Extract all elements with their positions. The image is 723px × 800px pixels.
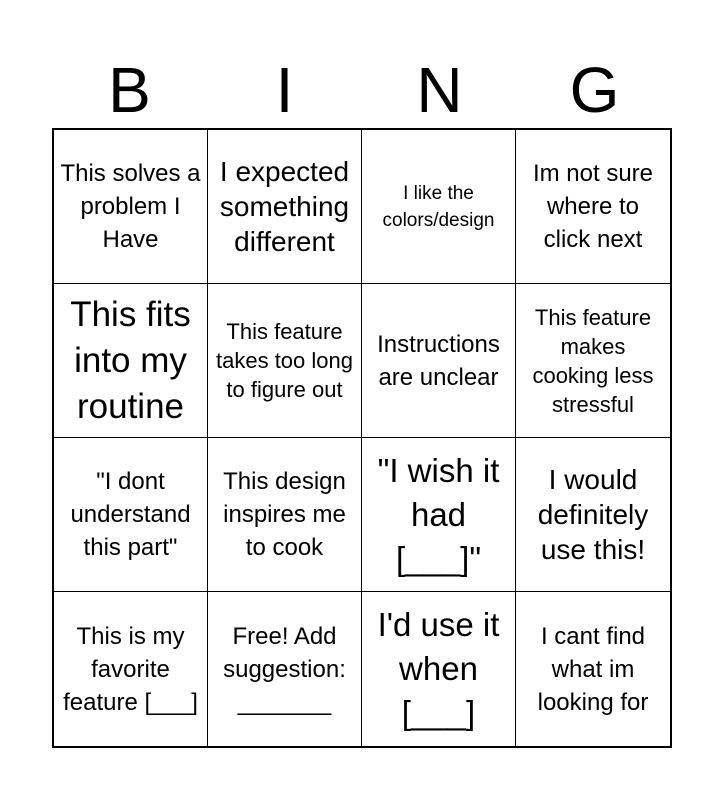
cell-text: This is my favorite feature [___] [63,622,198,716]
cell-text: I cant find what im looking for [537,622,649,716]
cell-text: Free! Add suggestion: _______ [223,622,346,716]
cell-text: This feature makes cooking less stressful [532,304,654,417]
cell-text: "I wish it had [___]" [377,451,500,577]
bingo-cell[interactable] [516,130,670,284]
bingo-cell[interactable] [54,130,208,284]
bingo-cell[interactable] [54,592,208,746]
cell-text: "I dont understand this part" [70,468,191,561]
bingo-cell[interactable] [208,130,362,284]
cell-text: I'd use it when [___] [377,606,500,731]
bingo-cell[interactable] [362,438,516,592]
bingo-cell[interactable] [208,438,362,592]
bingo-cell[interactable] [362,284,516,438]
bingo-cell[interactable] [362,130,516,284]
cell-text: I would definitely use this! [537,464,649,565]
cell-text: This design inspires me to cook [223,468,346,561]
bingo-cell[interactable] [54,284,208,438]
cell-text: Instructions are unclear [377,330,500,391]
bingo-cell[interactable] [516,592,670,746]
cell-text: This solves a problem I Have [60,160,201,253]
header-letter-n: N [416,54,463,126]
bingo-cell[interactable] [208,592,362,746]
header-letter-b: B [108,54,151,126]
cell-text: Im not sure where to click next [532,160,654,253]
header-letter-i: I [275,54,294,126]
cell-text: I like the colors/design [382,182,495,231]
bingo-header [52,50,672,130]
bingo-cell[interactable] [362,592,516,746]
cell-text: This feature takes too long to figure out [216,319,353,402]
bingo-cell[interactable] [54,438,208,592]
header-letter-g: G [569,54,620,126]
bingo-cell[interactable] [516,284,670,438]
bingo-cell[interactable] [516,438,670,592]
bingo-board [52,128,672,748]
cell-text: I expected something different [219,156,350,257]
cell-text: This fits into my routine [70,294,191,426]
bingo-cell[interactable] [208,284,362,438]
